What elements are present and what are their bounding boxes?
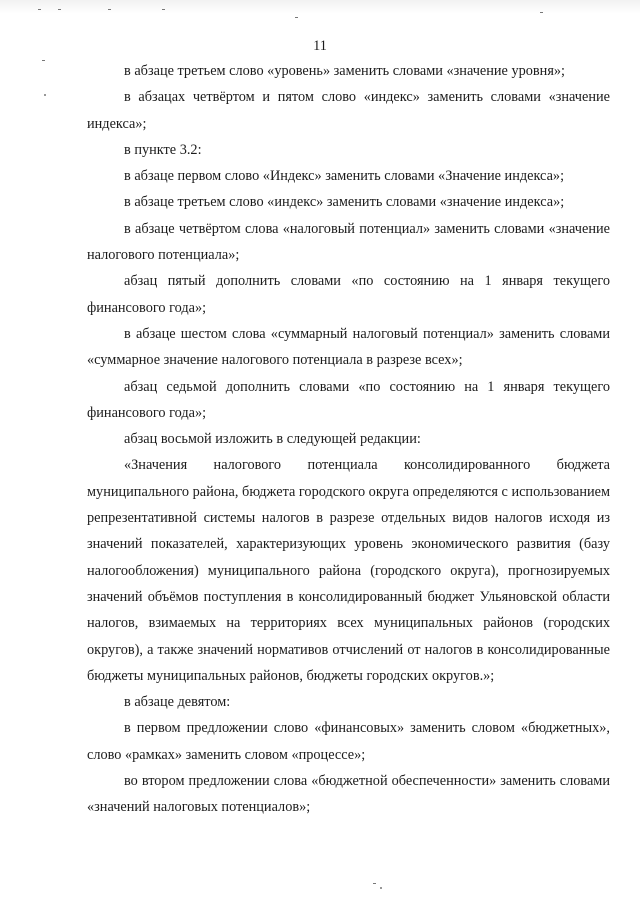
scan-edge-shadow bbox=[0, 0, 640, 14]
paragraph: абзац пятый дополнить словами «по состоянию на 1 января текущего финансового года»; bbox=[87, 273, 610, 316]
paragraph: в пункте 3.2: bbox=[124, 141, 202, 158]
paragraph: в абзаце третьем слово «уровень» заменить словами «значение уровня»; bbox=[124, 63, 566, 79]
paragraph: абзац седьмой дополнить словами «по состоянию на 1 января текущего финансового года»; bbox=[87, 378, 610, 421]
paragraph: в абзаце первом слово «Индекс» заменить словами «Значение индекса»; bbox=[124, 168, 565, 185]
scan-mark bbox=[373, 883, 376, 884]
quoted-paragraph: «Значения налогового потенциала консолидированного бюджета муниципального района, бюджета городского округа определяются с использованием репрезентативной системы налогов в разрезе отдельных видов налогов исходя из значений показателей, характеризующих уровень экономического развития (базу налогообложения) муниципального района (городского округа), прогнозируемых значений объёмов поступления в консолидированный бюджет Ульяновской области налогов, взимаемых на территориях всех муниципальных районов (городских округов), а также значений нормативов отчислений от налогов в консолидированные бюджеты муниципальных районов, бюджеты городских округов.»; bbox=[87, 457, 611, 684]
paragraph: во втором предложении слова «бюджетной обеспеченности» заменить словами «значений налоговых потенциалов»; bbox=[87, 773, 610, 816]
paragraph: в абзаце шестом слова «суммарный налоговый потенциал» заменить словами «суммарное значение налогового потенциала в разрезе всех»; bbox=[87, 325, 610, 369]
paragraph: в абзацах четвёртом и пятом слово «индекс» заменить словами «значение индекса»; bbox=[87, 89, 610, 132]
scan-mark bbox=[162, 9, 165, 10]
document-body bbox=[87, 58, 610, 821]
scan-mark bbox=[42, 60, 45, 61]
paragraph: в первом предложении слово «финансовых» заменить словом «бюджетных», слово «рамках» заменить словом «процессе»; bbox=[87, 720, 610, 763]
paragraph: в абзаце девятом: bbox=[124, 694, 231, 711]
scan-mark bbox=[295, 17, 298, 18]
scan-mark bbox=[44, 94, 46, 96]
scan-mark bbox=[108, 9, 111, 10]
page-number: 11 bbox=[313, 38, 327, 54]
scan-mark bbox=[38, 9, 41, 10]
scan-mark bbox=[540, 12, 543, 13]
paragraph: абзац восьмой изложить в следующей редакции: bbox=[124, 431, 421, 448]
scan-mark bbox=[58, 9, 61, 10]
paragraph: в абзаце третьем слово «индекс» заменить словами «значение индекса»; bbox=[124, 194, 565, 211]
paragraph: в абзаце четвёртом слова «налоговый потенциал» заменить словами «значение налогового потенциала»; bbox=[87, 220, 610, 264]
scan-mark bbox=[380, 887, 382, 889]
